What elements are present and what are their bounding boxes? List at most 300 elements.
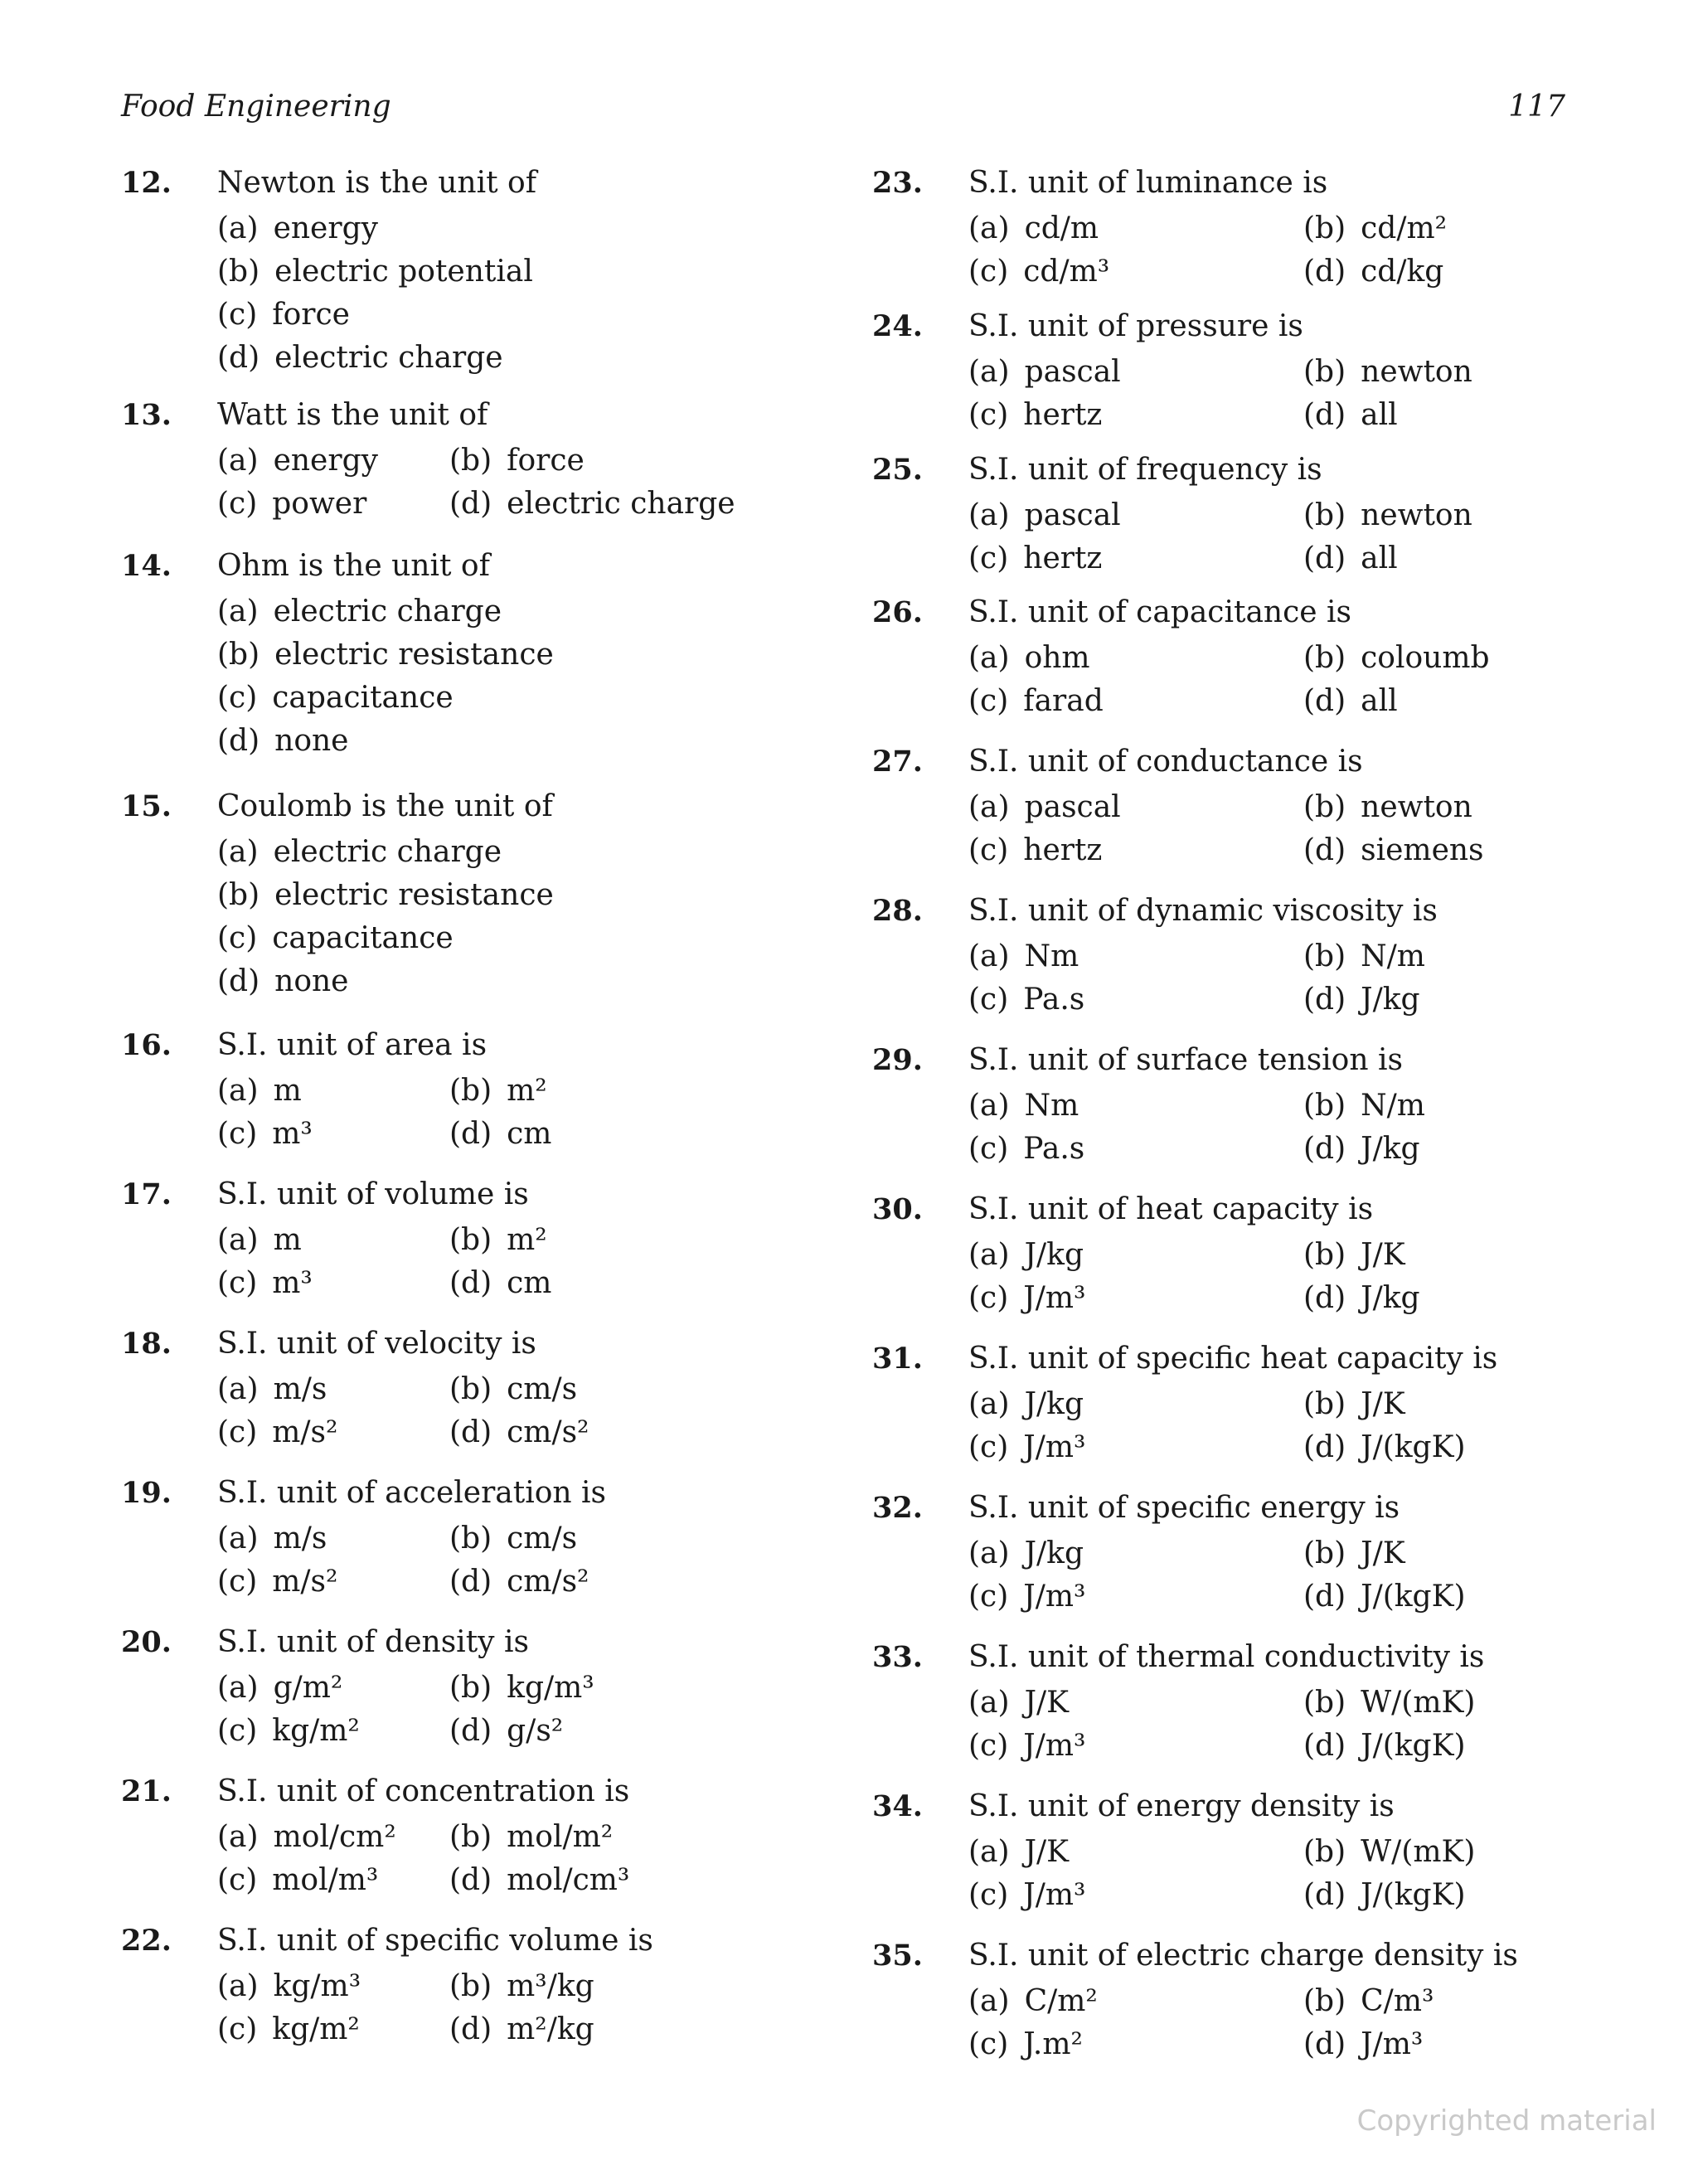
answer-option [968,983,1084,1017]
option-label: (c) [968,255,1009,289]
option-text: newton [1361,355,1472,389]
option-label: (a) [217,1820,259,1854]
option-label: (a) [968,498,1010,532]
option-label: (d) [217,341,260,375]
option-label: (d) [1303,684,1346,718]
answer-option [1303,1686,1475,1720]
answer-option [968,641,1090,675]
option-label: (c) [968,1729,1009,1763]
option-text: J.m² [1023,2027,1083,2061]
option-text: electric charge [274,341,503,375]
answer-option [217,1074,302,1108]
option-text: J/m³ [1023,1430,1086,1464]
option-label: (d) [217,724,260,758]
option-text: J/K [1024,1835,1070,1869]
answer-option [968,355,1121,389]
option-label: (d) [449,1415,492,1449]
option-text: electric resistance [274,878,554,912]
option-text: g/s² [507,1714,564,1748]
option-text: cm/s² [507,1415,589,1449]
answer-option [968,833,1102,867]
question-number: 18. [121,1327,172,1361]
answer-option [217,1714,360,1748]
option-label: (a) [217,211,259,245]
option-label: (a) [968,1835,1010,1869]
option-label: (b) [1303,1387,1346,1421]
question-text: S.I. unit of conductance is [968,745,1363,779]
option-text: capacitance [272,921,454,955]
answer-option [1303,398,1398,432]
answer-option [1303,641,1490,675]
option-text: force [272,298,350,332]
answer-option [968,939,1079,973]
option-label: (c) [968,983,1009,1017]
option-label: (b) [1303,1536,1346,1570]
answer-option [217,964,349,998]
question-number: 15. [121,789,172,823]
option-text: m³ [272,1117,313,1151]
answer-option [968,1387,1084,1421]
question-number: 12. [121,166,172,200]
option-text: m [273,1223,302,1257]
option-label: (a) [217,1671,259,1705]
option-text: W/(mK) [1361,1835,1476,1869]
option-text: J/K [1361,1387,1405,1421]
option-label: (c) [968,541,1009,575]
running-head-title: Food Engineering [121,90,391,124]
option-text: J/m³ [1361,2027,1424,2061]
option-text: capacitance [272,681,454,715]
option-text: J/K [1361,1536,1405,1570]
option-text: J/K [1361,1238,1405,1272]
option-label: (b) [1303,1984,1346,2018]
question-text: S.I. unit of electric charge density is [968,1939,1518,1973]
option-label: (c) [217,487,258,521]
option-text: J/m³ [1023,1878,1086,1912]
option-label: (b) [1303,1686,1346,1720]
answer-option [217,1372,327,1406]
answer-option [1303,983,1420,1017]
answer-option [449,444,585,478]
question-text: S.I. unit of luminance is [968,166,1328,200]
answer-option [968,1984,1098,2018]
answer-option [968,398,1102,432]
option-text: J/kg [1024,1238,1084,1272]
answer-option [1303,1089,1425,1123]
answer-option [449,1969,594,2003]
option-label: (b) [1303,211,1346,245]
option-label: (b) [449,1372,492,1406]
answer-option [1303,1878,1466,1912]
option-label: (d) [449,1714,492,1748]
option-text: electric potential [274,255,533,289]
option-text: m³/kg [507,1969,594,2003]
option-label: (c) [217,1266,258,1300]
answer-option [1303,1238,1405,1272]
option-text: hertz [1023,398,1103,432]
option-text: coloumb [1361,641,1490,675]
question-number: 25. [872,453,923,487]
answer-option [968,1281,1085,1315]
option-text: C/m² [1024,1984,1098,2018]
answer-option [449,2012,594,2046]
option-text: electric charge [507,487,735,521]
option-label: (b) [1303,1238,1346,1272]
option-text: electric resistance [274,638,554,672]
question-number: 13. [121,398,172,432]
answer-option [449,1074,547,1108]
option-text: J/m³ [1023,1729,1086,1763]
option-label: (c) [968,1430,1009,1464]
answer-option [968,498,1121,532]
question-number: 34. [872,1789,923,1823]
option-label: (a) [968,1387,1010,1421]
answer-option [968,211,1099,245]
option-label: (d) [449,487,492,521]
question-number: 21. [121,1774,172,1808]
answer-option [217,1415,337,1449]
option-text: energy [273,211,378,245]
option-label: (d) [1303,541,1346,575]
question-text: S.I. unit of thermal conductivity is [968,1640,1485,1674]
option-text: newton [1361,498,1472,532]
option-text: none [274,964,349,998]
option-text: all [1361,398,1398,432]
option-label: (c) [968,1281,1009,1315]
question-number: 24. [872,309,923,343]
option-label: (d) [1303,1430,1346,1464]
option-label: (a) [968,1536,1010,1570]
option-label: (d) [449,1863,492,1897]
option-text: Pa.s [1023,1132,1085,1166]
option-label: (a) [968,1089,1010,1123]
option-text: cm/s [507,1372,578,1406]
answer-option [449,1671,594,1705]
answer-option [217,444,378,478]
option-label: (a) [968,1984,1010,2018]
answer-option [449,1372,577,1406]
answer-option [217,1223,302,1257]
question-text: S.I. unit of acceleration is [217,1476,607,1510]
option-text: J/(kgK) [1361,1878,1466,1912]
option-text: electric charge [273,835,502,869]
watermark: Copyrighted material [1356,2104,1657,2138]
option-label: (d) [1303,1878,1346,1912]
question-number: 16. [121,1028,172,1062]
option-label: (d) [1303,1729,1346,1763]
answer-option [1303,1387,1405,1421]
question-number: 33. [872,1640,923,1674]
option-label: (c) [968,833,1009,867]
option-label: (c) [968,1132,1009,1166]
option-label: (a) [217,444,259,478]
answer-option [217,595,502,629]
answer-option [968,1878,1085,1912]
option-label: (d) [1303,1281,1346,1315]
option-text: hertz [1023,541,1103,575]
answer-option [1303,255,1443,289]
option-text: pascal [1024,790,1121,824]
option-text: electric charge [273,595,502,629]
answer-option [217,724,349,758]
option-label: (c) [217,1565,258,1599]
option-text: ohm [1024,641,1090,675]
answer-option [217,298,350,332]
answer-option [217,487,366,521]
option-label: (c) [968,398,1009,432]
option-text: J/m³ [1023,1580,1086,1614]
option-text: cd/m³ [1023,255,1110,289]
answer-option [449,1714,563,1748]
answer-option [968,1238,1084,1272]
option-label: (a) [968,211,1010,245]
option-label: (c) [968,2027,1009,2061]
question-number: 20. [121,1625,172,1659]
option-text: newton [1361,790,1472,824]
option-label: (a) [217,1969,259,2003]
option-text: m/s [273,1522,327,1555]
question-number: 30. [872,1192,923,1226]
question-number: 17. [121,1177,172,1211]
question-text: S.I. unit of velocity is [217,1327,536,1361]
answer-option [217,255,533,289]
option-text: m²/kg [507,2012,594,2046]
option-label: (c) [217,298,258,332]
option-text: J/kg [1024,1536,1084,1570]
question-number: 32. [872,1491,923,1525]
answer-option [1303,939,1425,973]
answer-option [449,1223,547,1257]
answer-option [217,681,454,715]
option-text: power [272,487,367,521]
option-text: mol/cm³ [507,1863,630,1897]
question-number: 22. [121,1924,172,1958]
option-label: (d) [449,1117,492,1151]
answer-option [449,1863,629,1897]
option-text: kg/m² [272,1714,360,1748]
answer-option [1303,1984,1434,2018]
question-number: 29. [872,1043,923,1077]
option-text: J/kg [1361,1132,1420,1166]
answer-option [1303,1729,1466,1763]
question-number: 19. [121,1476,172,1510]
answer-option [217,2012,360,2046]
option-label: (b) [449,1074,492,1108]
option-text: J/kg [1024,1387,1084,1421]
answer-option [968,1580,1085,1614]
answer-option [449,1820,613,1854]
option-label: (a) [968,939,1010,973]
option-text: m² [507,1074,547,1108]
option-text: none [274,724,349,758]
option-label: (a) [217,835,259,869]
answer-option [217,1820,396,1854]
question-text: S.I. unit of specific heat capacity is [968,1342,1498,1376]
answer-option [217,878,554,912]
option-text: Pa.s [1023,983,1085,1017]
option-label: (d) [1303,833,1346,867]
option-text: cd/m² [1361,211,1448,245]
answer-option [217,1522,327,1555]
option-text: cm [507,1266,552,1300]
option-label: (d) [1303,1132,1346,1166]
option-text: W/(mK) [1361,1686,1476,1720]
option-label: (c) [217,921,258,955]
option-text: N/m [1361,1089,1425,1123]
option-text: m² [507,1223,547,1257]
option-text: m/s [273,1372,327,1406]
question-text: S.I. unit of specific energy is [968,1491,1400,1525]
question-text: S.I. unit of dynamic viscosity is [968,894,1438,928]
answer-option [217,341,503,375]
option-text: Nm [1024,939,1079,973]
option-text: m³ [272,1266,313,1300]
answer-option [217,1117,313,1151]
answer-option [968,790,1121,824]
question-number: 14. [121,549,172,583]
answer-option [1303,2027,1423,2061]
option-label: (c) [217,1714,258,1748]
question-number: 27. [872,745,923,779]
question-text: S.I. unit of density is [217,1625,529,1659]
answer-option [1303,684,1398,718]
answer-option [1303,498,1472,532]
option-text: cm/s² [507,1565,589,1599]
option-text: pascal [1024,498,1121,532]
option-text: Nm [1024,1089,1079,1123]
option-label: (d) [1303,255,1346,289]
option-label: (d) [1303,1580,1346,1614]
question-text: Watt is the unit of [217,398,488,432]
question-number: 26. [872,595,923,629]
question-text: S.I. unit of surface tension is [968,1043,1403,1077]
answer-option [217,638,554,672]
answer-option [968,255,1109,289]
option-label: (c) [217,1415,258,1449]
question-text: S.I. unit of volume is [217,1177,529,1211]
answer-option [217,1671,342,1705]
option-label: (a) [217,1223,259,1257]
answer-option [968,1686,1069,1720]
option-label: (a) [968,641,1010,675]
option-label: (d) [449,1266,492,1300]
option-label: (c) [217,2012,258,2046]
answer-option [968,1536,1084,1570]
option-text: g/m² [273,1671,343,1705]
option-label: (d) [449,1565,492,1599]
option-label: (a) [968,355,1010,389]
option-text: J/kg [1361,983,1420,1017]
option-text: J/(kgK) [1361,1430,1466,1464]
option-label: (b) [1303,1089,1346,1123]
option-label: (c) [968,1878,1009,1912]
option-text: mol/m³ [272,1863,379,1897]
option-text: J/K [1024,1686,1070,1720]
answer-option [968,1729,1085,1763]
option-text: kg/m² [272,2012,360,2046]
answer-option [1303,211,1447,245]
answer-option [449,1415,589,1449]
answer-option [217,1863,378,1897]
option-text: m/s² [272,1565,338,1599]
option-text: kg/m³ [273,1969,361,2003]
option-label: (b) [449,1522,492,1555]
option-label: (b) [217,255,260,289]
option-label: (b) [217,638,260,672]
option-text: kg/m³ [507,1671,594,1705]
option-label: (c) [968,1580,1009,1614]
option-label: (d) [1303,2027,1346,2061]
question-text: S.I. unit of area is [217,1028,488,1062]
answer-option [217,835,502,869]
option-text: siemens [1361,833,1484,867]
answer-option [1303,1281,1420,1315]
answer-option [217,921,454,955]
answer-option [1303,833,1484,867]
option-text: cd/kg [1361,255,1444,289]
answer-option [968,1132,1084,1166]
option-label: (b) [1303,355,1346,389]
answer-option [968,2027,1083,2061]
question-text: S.I. unit of specific volume is [217,1924,653,1958]
option-label: (c) [217,1863,258,1897]
option-label: (d) [449,2012,492,2046]
answer-option [1303,790,1472,824]
option-text: m/s² [272,1415,338,1449]
option-label: (b) [1303,641,1346,675]
option-label: (a) [968,1238,1010,1272]
answer-option [1303,1430,1466,1464]
option-text: C/m³ [1361,1984,1434,2018]
question-text: S.I. unit of heat capacity is [968,1192,1374,1226]
question-text: Ohm is the unit of [217,549,490,583]
option-label: (b) [449,1223,492,1257]
answer-option [1303,1132,1420,1166]
answer-option [449,1522,577,1555]
option-text: farad [1023,684,1104,718]
question-text: S.I. unit of energy density is [968,1789,1395,1823]
option-text: m [273,1074,302,1108]
option-text: N/m [1361,939,1425,973]
option-text: mol/cm² [273,1820,396,1854]
answer-option [217,1969,361,2003]
page-number: 117 [1508,90,1565,124]
option-text: J/(kgK) [1361,1729,1466,1763]
question-text: S.I. unit of capacitance is [968,595,1351,629]
option-label: (b) [217,878,260,912]
option-label: (a) [217,595,259,629]
option-text: cm/s [507,1522,578,1555]
option-label: (a) [217,1372,259,1406]
option-label: (a) [968,1686,1010,1720]
question-number: 28. [872,894,923,928]
answer-option [968,684,1104,718]
option-label: (b) [449,1820,492,1854]
question-text: Coulomb is the unit of [217,789,553,823]
option-text: J/m³ [1023,1281,1086,1315]
option-text: pascal [1024,355,1121,389]
answer-option [449,1266,551,1300]
answer-option [449,487,735,521]
option-label: (b) [1303,939,1346,973]
option-label: (a) [968,790,1010,824]
answer-option [1303,1536,1405,1570]
option-label: (c) [968,684,1009,718]
question-number: 35. [872,1939,923,1973]
option-label: (c) [217,1117,258,1151]
option-text: hertz [1023,833,1103,867]
option-text: energy [273,444,378,478]
